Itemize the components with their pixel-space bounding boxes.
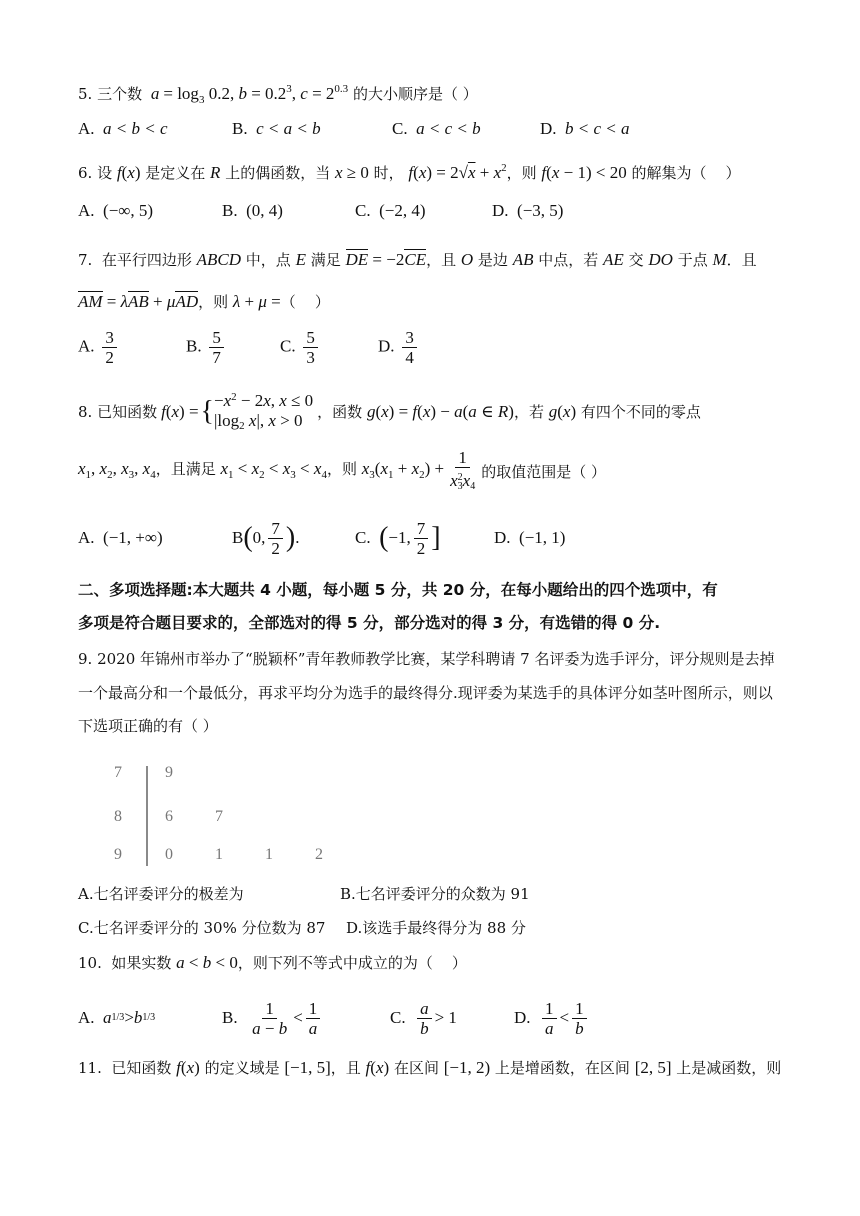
q9-option-c: C.七名评委评分的 30% 分位数为 87	[78, 919, 326, 937]
q9-option-d: D.该选手最终得分为 88 分	[346, 919, 526, 937]
q10-option-a: A. a 1/3 > b 1/3	[78, 1008, 156, 1027]
q5-option-c: C. a < c < b	[392, 119, 481, 138]
q8-option-d: D. (−1, 1)	[494, 528, 566, 547]
q6-option-d: D. (−3, 5)	[492, 201, 564, 220]
question-6-stem: 6. 设 f(x) 是定义在 R 上的偶函数，当 x ≥ 0 时， $f(x) = 2√x + x^2$，则 f(x − 1) < 20 的解集为（ ）	[78, 162, 741, 182]
q10-option-c: C. $\frac{a}{b}$ > 1	[390, 998, 457, 1038]
q5-option-a: A. a < b < c	[78, 119, 168, 138]
section-2-heading-line-1: 二、多项选择题:本大题共 4 小题，每小题 5 分，共 20 分，在每小题给出的四个选项中，有	[78, 581, 718, 599]
q9-option-a: A.七名评委评分的极差为	[78, 885, 244, 903]
stem-leaf-plot: 7 9 8 6 7 9 0 1 1 2	[110, 760, 350, 870]
q9-option-b: B.七名评委评分的众数为 91	[340, 885, 530, 903]
q10-option-b: B. $\frac{1}{a - b}$ < $\frac{1}{a}$	[222, 998, 323, 1038]
question-9-line-1: 9. 2020 年锦州市举办了“脱颖杯”青年教师教学比赛，某学科聘请 7 名评委为选手评分，评分规则是去掉	[78, 650, 775, 668]
question-10-stem: 10. 如果实数 a < b < 0，则下列不等式中成立的为（ ）	[78, 953, 467, 972]
question-8-line-2: $x_1$, $x_2$, $x_3$, $x_4$ ，且满足 $x_1 < x_2 < x_3 < x_4$，则 $x_3(x_1 + x_2)$ + $\frac{1}{x3^2x4}$ 的取值范围是（ ）	[78, 448, 606, 492]
q7-option-a: A. $\frac{3}{2}$	[78, 328, 120, 367]
q10-option-d: D. $\frac{1}{a}$ < $\frac{1}{b}$	[514, 998, 590, 1038]
question-9-line-3: 下选项正确的有（ ）	[78, 717, 218, 735]
q5-option-d: D. b < c < a	[540, 119, 630, 138]
question-5-stem: 5. 三个数 $a = \log_3 0.2$, $b = 0.2^3$, $c = 2^{0.3}$ 的大小顺序是（ ）	[78, 83, 478, 106]
stem-leaf-divider	[146, 766, 148, 866]
q8-option-a: A. (−1, +∞)	[78, 528, 163, 547]
q7-option-c: C. $\frac{5}{3}$	[280, 328, 321, 367]
q8-option-c: C. ( −1, $\frac{7}{2}$ ]	[355, 518, 441, 558]
question-11-line-1: 11. 已知函数 f(x) 的定义域是 [−1, 5]，且 f(x) 在区间 [−1, 2) 上是增函数，在区间 [2, 5] 上是减函数，则	[78, 1058, 782, 1077]
question-8-line-1: 8. 已知函数 f(x) = { $-x^2 - 2x$, x ≤ 0 |log2 x|, x > 0 ，函数 g(x) = f(x) − a(a ∈ R)，若 g(x) 有四个不同的零点	[78, 391, 701, 432]
q5-option-b: B. c < a < b	[232, 119, 321, 138]
q7-option-d: D. $\frac{3}{4}$	[378, 328, 420, 367]
section-2-heading-line-2: 多项是符合题目要求的，全部选对的得 5 分，部分选对的得 3 分，有选错的得 0 分.	[78, 614, 661, 632]
q6-option-a: A. (−∞, 5)	[78, 201, 154, 220]
q6-option-b: B. (0, 4)	[222, 201, 283, 220]
question-7-line-1: 7. 在平行四边形 ABCD 中，点 E 满足 DE = −2CE，且 O 是边 AB 中点，若 AE 交 DO 于点 M．且	[78, 250, 757, 269]
q6-option-c: C. (−2, 4)	[355, 201, 426, 220]
q8-option-b: B ( 0, $\frac{7}{2}$ ) .	[232, 518, 300, 558]
question-7-line-2: AM = λAB + μAD，则 λ + μ =（ ）	[78, 292, 330, 311]
q7-option-b: B. $\frac{5}{7}$	[186, 328, 227, 367]
question-9-line-2: 一个最高分和一个最低分，再求平均分为选手的最终得分.现评委为某选手的具体评分如茎叶图所示，则以	[78, 684, 773, 702]
